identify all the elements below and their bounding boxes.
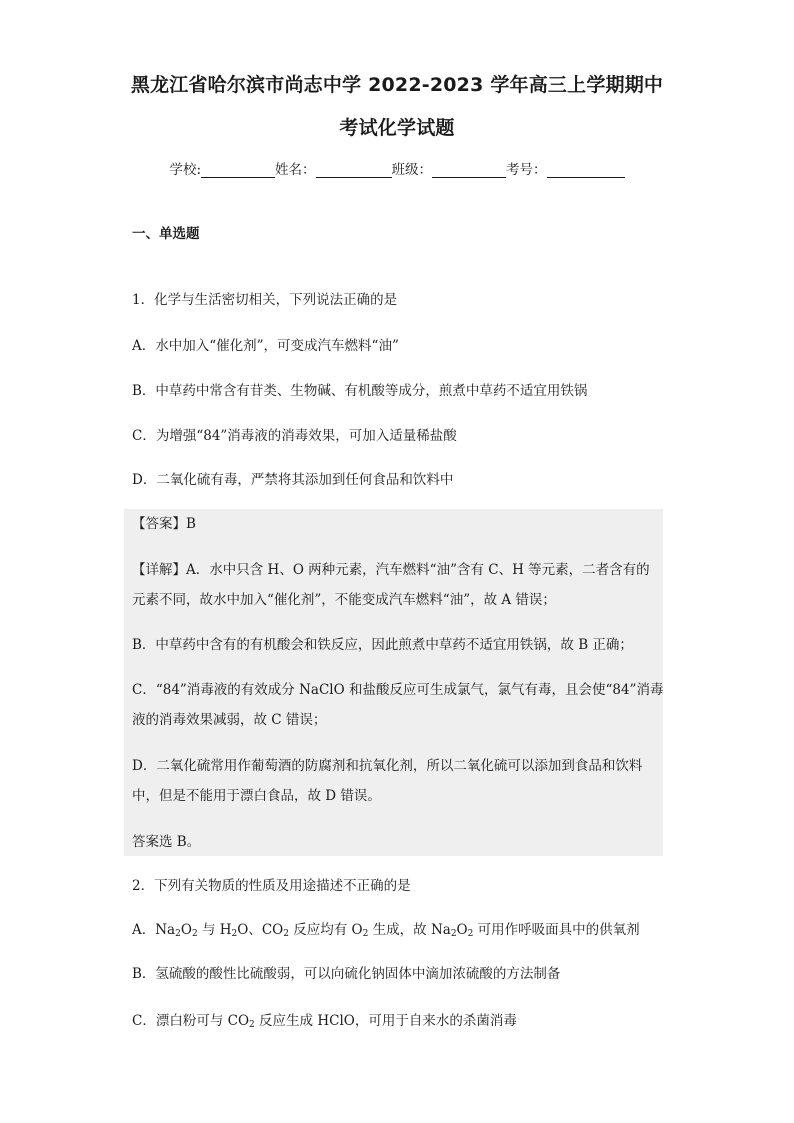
school-blank — [201, 163, 275, 178]
answer-detail-line: 中，但是不能用于漂白食品，故 D 错误。 — [132, 788, 381, 804]
answer-detail-line: D．二氧化硫常用作葡萄酒的防腐剂和抗氧化剂，所以二氧化硫可以添加到食品和饮料 — [132, 758, 643, 774]
question-1-stem: 1．化学与生活密切相关，下列说法正确的是 — [132, 292, 398, 308]
answer-detail-line: 元素不同，故水中加入“催化剂”，不能变成汽车燃料“油”，故 A 错误； — [132, 592, 556, 608]
question-2-stem: 2．下列有关物质的性质及用途描述不正确的是 — [132, 878, 411, 894]
student-info-row — [0, 158, 794, 178]
question-1-option-d: D．二氧化硫有毒，严禁将其添加到任何食品和饮料中 — [132, 472, 454, 488]
class-blank — [432, 163, 506, 178]
exam-number-blank — [547, 163, 625, 178]
answer-label: 【答案】B — [132, 516, 196, 532]
answer-detail-line: 【详解】A．水中只含 H、O 两种元素，汽车燃料“油”含有 C、H 等元素，二者含有的 — [132, 562, 650, 578]
school-label: 学校: — [169, 162, 202, 178]
answer-detail-line: C．“84”消毒液的有效成分 NaClO 和盐酸反应可生成氯气，氯气有毒，且会使“84”消毒 — [132, 682, 664, 698]
section-heading: 一、单选题 — [132, 226, 200, 242]
question-2-option-c: C．漂白粉可与 $CO_2$ 反应生成 HClO，可用于自来水的杀菌消毒 — [132, 1013, 517, 1030]
name-label: 姓名： — [275, 162, 316, 178]
question-2-option-b: B．氢硫酸的酸性比硫酸弱，可以向硫化钠固体中滴加浓硫酸的方法制备 — [132, 966, 561, 982]
question-2-option-a: A．$Na_2O_2$ 与 $H_2O$、$CO_2$ 反应均有 $O_2$ 生成，故 $Na_2O_2$ 可用作呼吸面具中的供氧剂 — [132, 922, 640, 939]
name-blank — [316, 163, 392, 178]
answer-detail-line: B．中草药中含有的有机酸会和铁反应，因此煎煮中草药不适宜用铁锅，故 B 正确； — [132, 637, 633, 653]
exam-number-label: 考号： — [506, 162, 547, 178]
document-title-line2: 考试化学试题 — [339, 117, 455, 139]
document-title-line1: 黑龙江省哈尔滨市尚志中学 2022-2023 学年高三上学期期中 — [130, 74, 664, 96]
class-label: 班级： — [391, 162, 433, 178]
question-1-option-c: C．为增强“84”消毒液的消毒效果，可加入适量稀盐酸 — [132, 428, 457, 444]
question-1-option-b: B．中草药中常含有苷类、生物碱、有机酸等成分，煎煮中草药不适宜用铁锅 — [132, 383, 588, 399]
answer-detail-line: 液的消毒效果减弱，故 C 错误； — [132, 712, 327, 728]
answer-conclusion: 答案选 B。 — [132, 834, 201, 850]
question-1-option-a: A．水中加入“催化剂”，可变成汽车燃料“油” — [132, 338, 399, 354]
